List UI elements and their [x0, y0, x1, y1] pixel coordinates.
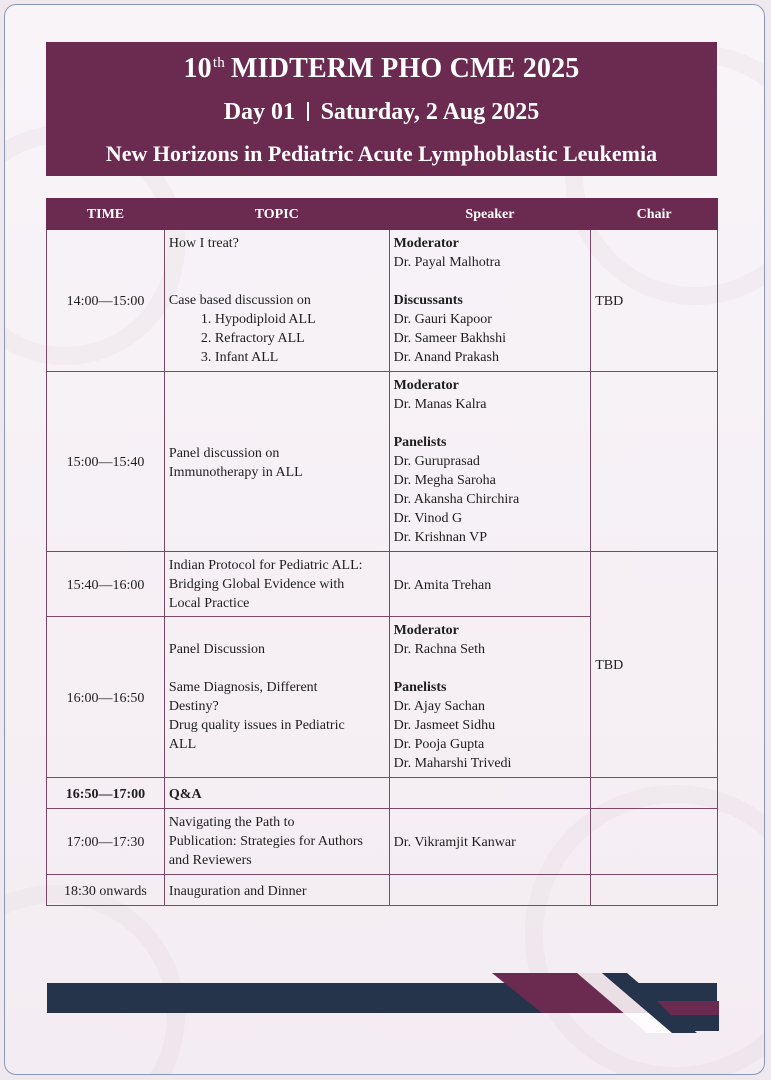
table-row	[47, 875, 718, 906]
time-cell: 14:00—15:00	[47, 230, 165, 372]
role-label: Moderator	[393, 236, 459, 251]
topic-text: Case based discussion on	[168, 293, 311, 308]
role-label: Panelists	[393, 680, 447, 695]
list-item: 1. Hypodiploid ALL	[200, 312, 316, 327]
chair-cell	[591, 372, 718, 552]
speaker-name: Dr. Krishnan VP	[393, 530, 488, 545]
list-item: 2. Refractory ALL	[200, 331, 305, 346]
role-label: Panelists	[393, 435, 447, 450]
column-header-speaker: Speaker	[389, 199, 591, 230]
topic-text: and Reviewers	[168, 853, 252, 868]
table-row	[47, 552, 718, 617]
speaker-name: Dr. Anand Prakash	[393, 350, 499, 365]
topic-text: Navigating the Path to	[168, 815, 295, 830]
topic-cell	[164, 809, 389, 875]
role-label: Moderator	[393, 378, 459, 393]
speaker-cell	[389, 875, 591, 906]
footer-stripes	[47, 963, 719, 1033]
speaker-cell	[389, 778, 591, 809]
speaker-cell: Dr. Vikramjit Kanwar	[389, 809, 591, 875]
day-line	[46, 99, 717, 126]
speaker-name: Dr. Akansha Chirchira	[393, 492, 520, 507]
topic-text: Bridging Global Evidence with	[168, 577, 345, 592]
title-ordinal: th	[212, 55, 225, 71]
speaker-name: Dr. Pooja Gupta	[393, 737, 485, 752]
table-row	[47, 372, 718, 552]
chair-cell	[591, 809, 718, 875]
role-label: Moderator	[393, 623, 459, 638]
title-number: 10	[183, 53, 212, 84]
title-text: MIDTERM PHO CME 2025	[230, 53, 580, 84]
topic-text: Local Practice	[168, 596, 250, 611]
chair-cell: TBD	[591, 552, 718, 778]
table-header-row	[47, 199, 718, 230]
day-label: Day 01	[223, 99, 296, 125]
chair-cell: TBD	[591, 230, 718, 372]
table-row	[47, 230, 718, 372]
topic-cell: Inauguration and Dinner	[164, 875, 389, 906]
speaker-name: Dr. Ajay Sachan	[393, 699, 485, 714]
speaker-name: Dr. Maharshi Trivedi	[393, 756, 512, 771]
topic-text: ALL	[168, 737, 197, 752]
chair-cell	[591, 778, 718, 809]
column-header-topic: TOPIC	[164, 199, 389, 230]
speaker-name: Dr. Vinod G	[393, 511, 463, 526]
topic-text: How I treat?	[168, 236, 239, 251]
topic-cell	[164, 617, 389, 778]
chair-cell	[591, 875, 718, 906]
topic-cell	[164, 552, 389, 617]
topic-cell	[164, 230, 389, 372]
speaker-name: Dr. Rachna Seth	[393, 642, 485, 657]
header-banner	[46, 42, 717, 176]
speaker-name: Dr. Gauri Kapoor	[393, 312, 492, 327]
topic-cell	[164, 372, 389, 552]
date-label: Saturday, 2 Aug 2025	[320, 99, 540, 125]
topic-text: Publication: Strategies for Authors	[168, 834, 363, 849]
event-subtitle: New Horizons in Pediatric Acute Lymphoblastic Leukemia	[105, 141, 658, 166]
speaker-cell: Dr. Amita Trehan	[389, 552, 591, 617]
table-row	[47, 809, 718, 875]
speaker-name: Dr. Payal Malhotra	[393, 255, 501, 270]
topic-text: Indian Protocol for Pediatric ALL:	[168, 558, 363, 573]
topic-text: Same Diagnosis, Different	[168, 680, 318, 695]
time-cell: 17:00—17:30	[47, 809, 165, 875]
column-header-chair: Chair	[591, 199, 718, 230]
speaker-name: Dr. Megha Saroha	[393, 473, 496, 488]
topic-text: Immunotherapy in ALL	[168, 464, 303, 480]
time-cell: 16:50—17:00	[47, 778, 165, 809]
column-header-time: TIME	[47, 199, 165, 230]
time-cell: 15:40—16:00	[47, 552, 165, 617]
schedule-table	[46, 198, 718, 906]
topic-text: Panel Discussion	[168, 642, 265, 657]
speaker-name: Dr. Guruprasad	[393, 454, 480, 469]
topic-text: Destiny?	[168, 699, 219, 714]
speaker-name: Dr. Jasmeet Sidhu	[393, 718, 496, 733]
topic-text: Drug quality issues in Pediatric	[168, 718, 345, 733]
speaker-cell	[389, 230, 591, 372]
speaker-cell	[389, 372, 591, 552]
event-title	[46, 53, 717, 85]
speaker-name: Dr. Manas Kalra	[393, 397, 487, 412]
separator	[307, 102, 309, 121]
list-item: 3. Infant ALL	[200, 350, 279, 365]
topic-list	[169, 310, 385, 367]
table-row	[47, 778, 718, 809]
time-cell: 15:00—15:40	[47, 372, 165, 552]
time-cell: 18:30 onwards	[47, 875, 165, 906]
role-label: Discussants	[393, 293, 463, 308]
speaker-cell	[389, 617, 591, 778]
topic-cell: Q&A	[164, 778, 389, 809]
speaker-name: Dr. Sameer Bakhshi	[393, 331, 506, 346]
time-cell: 16:00—16:50	[47, 617, 165, 778]
topic-text: Panel discussion on	[168, 445, 280, 461]
